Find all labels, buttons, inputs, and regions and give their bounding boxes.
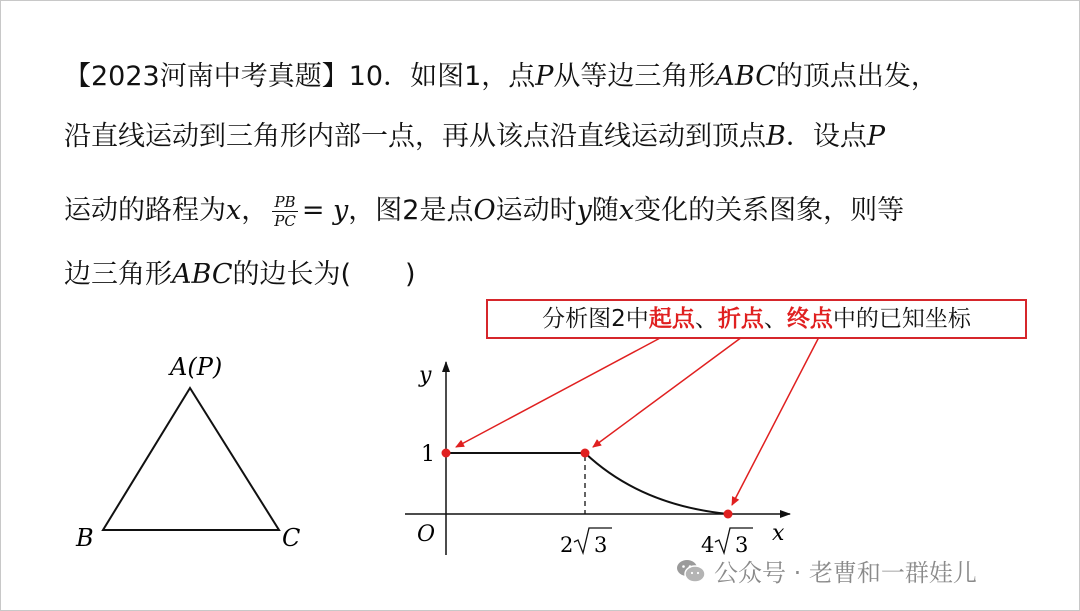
analysis-note-box: 分析图2中起点、折点、终点中的已知坐标	[486, 299, 1027, 339]
question-line-2: 沿直线运动到三角形内部一点，再从该点沿直线运动到顶点B．设点P	[64, 121, 886, 152]
x-tick-2-coef: 4	[701, 533, 715, 557]
arrow-to-start	[456, 337, 662, 447]
x-axis-label: x	[772, 521, 785, 546]
watermark	[676, 553, 977, 588]
question-line-3: 运动的路程为x， $\frac{PB}{PC}$ = y，图2是点O运动时y随x变化的关系图象，则等	[64, 193, 905, 230]
turning-point	[581, 449, 590, 458]
x-tick-2-rad: 3	[735, 533, 749, 557]
y-axis-label: y	[419, 363, 432, 388]
arrow-to-end	[732, 337, 819, 505]
vertex-label-a: A(P)	[170, 353, 223, 381]
triangle-figure	[75, 353, 300, 552]
arrow-to-turning	[593, 337, 742, 447]
x-tick-1-coef: 2	[560, 533, 574, 557]
question-line-4: 边三角形ABC的边长为( )	[64, 259, 416, 290]
decreasing-curve	[585, 453, 728, 514]
wechat-icon	[676, 558, 706, 584]
end-point	[724, 510, 733, 519]
watermark-text: 公众号 · 老曹和一群娃儿	[714, 559, 977, 587]
start-point	[442, 449, 451, 458]
y-tick-label: 1	[421, 442, 435, 467]
question-line-1: 【2023河南中考真题】10．如图1，点P从等边三角形ABC的顶点出发，	[64, 61, 938, 92]
vertex-label-b: B	[76, 524, 94, 552]
graph-figure	[405, 337, 819, 557]
ratio-fraction: $\frac{PB}{PC}$	[274, 193, 296, 230]
triangle-abc	[103, 388, 279, 530]
origin-label: O	[417, 522, 436, 547]
x-tick-1-rad: 3	[594, 533, 608, 557]
vertex-label-c: C	[282, 524, 301, 552]
